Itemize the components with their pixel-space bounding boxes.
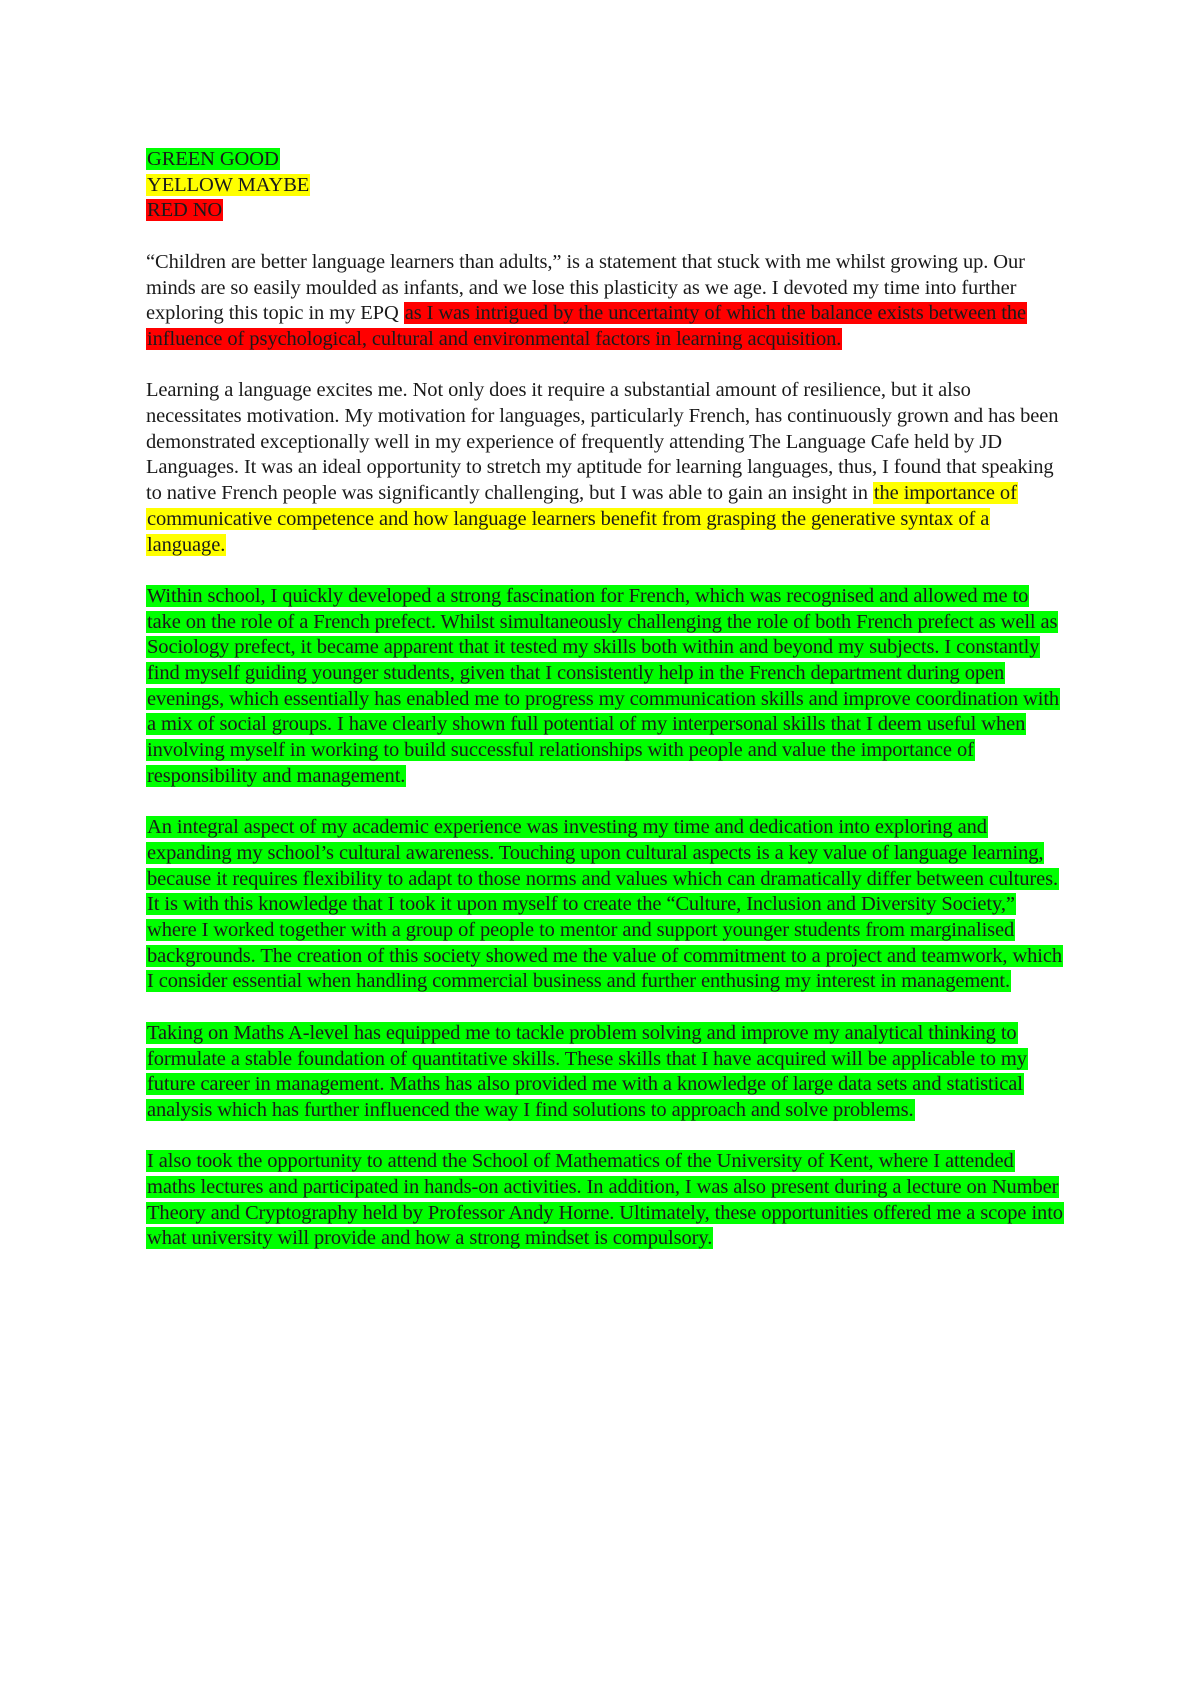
paragraph-1-red-highlight: as I was intrigued by the uncertainty of which the balance exists between the influence of psychological, cultural and environmental factors in learning acquisition. bbox=[147, 302, 1027, 350]
paragraph-5-green-highlight: Taking on Maths A-level has equipped me to tackle problem solving and improve my analytical thinking to formulate a stable foundation of quantitative skills. These skills that I have acquired will be applicable to my future career in management. Maths has also provided me with a knowledge of large data sets and statistical analysis which has further influenced the way I find solutions to approach and solve problems. bbox=[147, 1021, 1027, 1121]
paragraph-3-green-highlight: Within school, I quickly developed a strong fascination for French, which was recognised and allowed me to take on the role of a French prefect. Whilst simultaneously challenging the role of both French prefect as well as Sociology prefect, it became apparent that it tested my skills both within and beyond my subjects. I constantly find myself guiding younger students, given that I consistently help in the French department during open evenings, which essentially has enabled me to progress my communication skills and improve coordination with a mix of social groups. I have clearly shown full potential of my interpersonal skills that I deem useful when involving myself in working to build successful relationships with people and value the importance of responsibility and management. bbox=[147, 584, 1060, 787]
paragraph-1-text: “Children are better language learners than adults,” is a statement that stuck with me whilst growing up. Our minds are so easily moulded as infants, and we lose this plasticity as we age. I devoted my time into further exploring this topic in my EPQ bbox=[146, 250, 1025, 325]
legend-green bbox=[146, 147, 1066, 173]
legend-yellow-label: YELLOW MAYBE bbox=[147, 173, 310, 196]
paragraph-2-text: Learning a language excites me. Not only does it require a substantial amount of resilience, but it also necessitates motivation. My motivation for languages, particularly French, has continuously grown and has been demonstrated exceptionally well in my experience of frequently attending The Language Cafe held by JD Languages. It was an ideal opportunity to stretch my aptitude for learning languages, thus, I found that speaking to native French people was significantly challenging, but I was able to gain an insight in bbox=[146, 379, 1059, 505]
paragraph-3 bbox=[146, 584, 1066, 790]
legend-yellow bbox=[146, 173, 1066, 199]
paragraph-5 bbox=[146, 1021, 1066, 1124]
legend-red bbox=[146, 198, 1066, 224]
paragraph-6 bbox=[146, 1149, 1066, 1252]
legend-green-label: GREEN GOOD bbox=[147, 148, 279, 170]
paragraph-4 bbox=[146, 815, 1066, 995]
document-body bbox=[146, 147, 1066, 1278]
paragraph-1 bbox=[146, 250, 1066, 353]
paragraph-4-green-highlight: An integral aspect of my academic experience was investing my time and dedication into exploring and expanding my school’s cultural awareness. Touching upon cultural aspects is a key value of language learning, because it requires flexibility to adapt to those norms and values which can dramatically differ between cultures. It is with this knowledge that I took it upon myself to create the “Culture, Inclusion and Diversity Society,” where I worked together with a group of people to mentor and support younger students from marginalised backgrounds. The creation of this society showed me the value of commitment to a project and teamwork, which I consider essential when handling commercial business and further enthusing my interest in management. bbox=[147, 816, 1063, 993]
paragraph-6-green-highlight: I also took the opportunity to attend the School of Mathematics of the University of Kent, where I attended maths lectures and participated in hands-on activities. In addition, I was also present during a lecture on Number Theory and Cryptography held by Professor Andy Horne. Ultimately, these opportunities offered me a scope into what university will provide and how a strong mindset is compulsory. bbox=[147, 1150, 1063, 1250]
legend-red-label: RED NO bbox=[147, 199, 223, 222]
color-legend bbox=[146, 147, 1066, 224]
paragraph-2 bbox=[146, 378, 1066, 558]
paragraph-2-yellow-highlight: the importance of communicative competence and how language learners benefit from grasping the generative syntax of a language. bbox=[147, 482, 1017, 556]
